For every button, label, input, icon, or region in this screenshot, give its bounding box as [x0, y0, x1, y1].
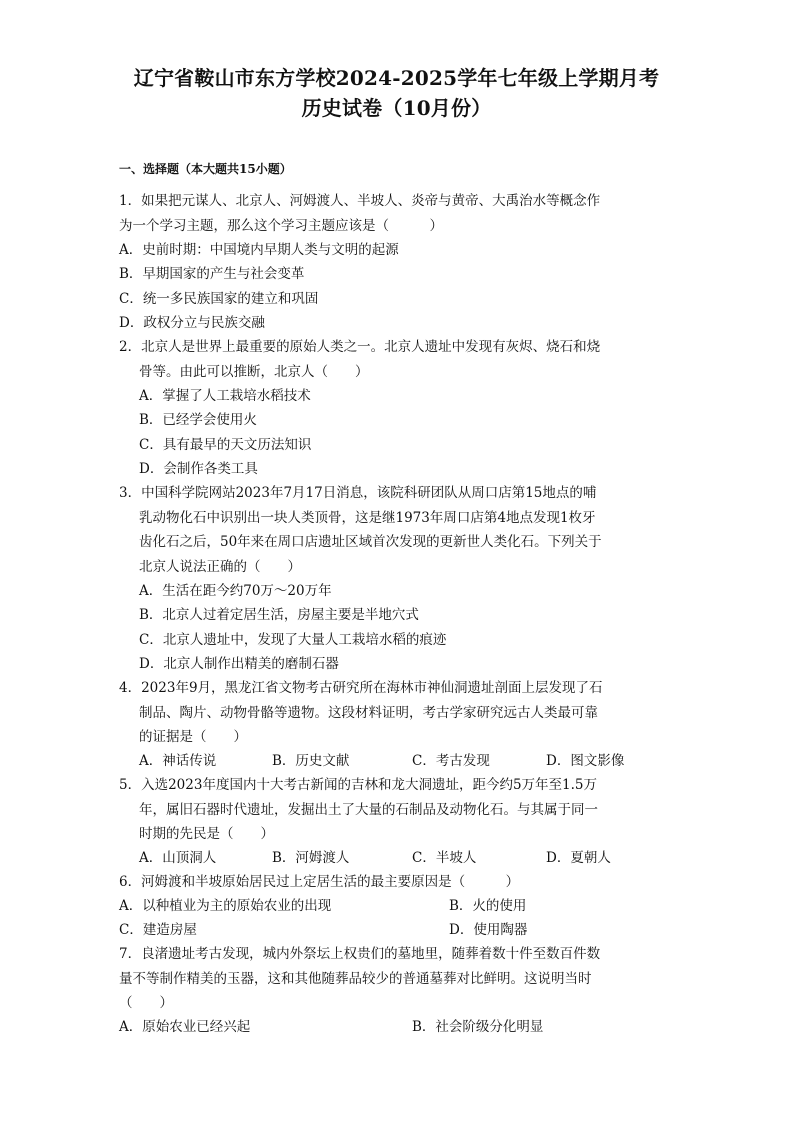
question-stem-line: 量不等制作精美的玉器，这和其他随葬品较少的普通墓葬对比鲜明。这说明当时 [119, 970, 592, 987]
option-d: D．夏朝人 [546, 850, 611, 866]
option-a: A．史前时期：中国境内早期人类与文明的起源 [119, 242, 399, 258]
option-d: D．会制作各类工具 [139, 461, 258, 477]
question-stem-line: 乳动物化石中识别出一块人类顶骨，这是继1973年周口店第4地点发现1枚牙 [139, 509, 596, 526]
question-stem-line: 1．如果把元谋人、北京人、河姆渡人、半坡人、炎帝与黄帝、大禹治水等概念作 [119, 193, 601, 209]
question-2 [119, 335, 679, 384]
question-stem-line: 北京人说法正确的（ ） [139, 558, 301, 575]
option-b: B．已经学会使用火 [139, 412, 257, 428]
question-stem-line: 的证据是（ ） [139, 729, 247, 745]
option-d: D．北京人制作出精美的磨制石器 [139, 656, 339, 672]
question-stem-line: （ ） [119, 995, 173, 1011]
exam-title-line2: 历史试卷（10月份） [301, 96, 492, 120]
option-b: B．北京人过着定居生活，房屋主要是半地穴式 [139, 607, 419, 623]
question-7 [119, 942, 699, 1016]
question-stem-line: 5．入选2023年度国内十大考古新闻的吉林和龙大洞遗址，距今约5万年至1.5万 [119, 777, 598, 793]
option-a: A．神话传说 [139, 753, 217, 769]
question-stem-line: 制品、陶片、动物骨骼等遗物。这段材料证明，考古学家研究远古人类最可靠 [139, 704, 598, 721]
option-b: B．火的使用 [449, 898, 527, 914]
option-a: A．生活在距今约70万～20万年 [139, 583, 332, 599]
option-b: B．历史文献 [272, 753, 350, 769]
question-4 [119, 676, 679, 750]
option-c: C．考古发现 [412, 753, 490, 769]
option-c: C．具有最早的天文历法知识 [139, 437, 312, 453]
option-a: A．山顶洞人 [139, 850, 217, 866]
option-a: A．以种植业为主的原始农业的出现 [119, 898, 332, 914]
question-stem-line: 时期的先民是（ ） [139, 826, 274, 842]
exam-title-line1: 辽宁省鞍山市东方学校2024-2025学年七年级上学期月考 [133, 66, 660, 90]
option-b: B．社会阶级分化明显 [412, 1019, 544, 1035]
question-1 [119, 189, 679, 238]
option-c: C．统一多民族国家的建立和巩固 [119, 291, 319, 307]
option-b: B．河姆渡人 [272, 850, 350, 866]
question-stem-line: 为一个学习主题，那么这个学习主题应该是（ ） [119, 217, 443, 234]
option-c: C．建造房屋 [119, 922, 197, 938]
question-5 [119, 773, 679, 847]
section-heading: 一、选择题（本大题共15小题） [119, 162, 292, 176]
option-a: A．原始农业已经兴起 [119, 1019, 251, 1035]
question-stem-line: 2．北京人是世界上最重要的原始人类之一。北京人遗址中发现有灰烬、烧石和烧 [119, 339, 601, 355]
question-stem-line: 6．河姆渡和半坡原始居民过上定居生活的最主要原因是（ ） [119, 874, 520, 890]
question-6 [119, 870, 679, 895]
question-stem-line: 3．中国科学院网站2023年7月17日消息，该院科研团队从周口店第15地点的哺 [119, 485, 597, 501]
question-stem-line: 年，属旧石器时代遗址，发掘出土了大量的石制品及动物化石。与其属于同一 [139, 801, 598, 818]
question-3 [119, 481, 679, 579]
option-d: D．图文影像 [546, 753, 625, 769]
question-stem-line: 骨等。由此可以推断，北京人（ ） [139, 363, 369, 380]
option-d: D．使用陶器 [449, 922, 528, 938]
option-d: D．政权分立与民族交融 [119, 315, 265, 331]
option-b: B．早期国家的产生与社会变革 [119, 266, 305, 282]
option-a: A．掌握了人工栽培水稻技术 [139, 388, 311, 404]
question-stem-line: 4．2023年9月，黑龙江省文物考古研究所在海林市神仙洞遗址剖面上层发现了石 [119, 680, 603, 696]
option-c: C．北京人遗址中，发现了大量人工栽培水稻的痕迹 [139, 632, 447, 648]
question-stem-line: 7．良渚遗址考古发现，城内外祭坛上权贵们的墓地里，随葬着数十件至数百件数 [119, 946, 601, 962]
question-stem-line: 齿化石之后，50年来在周口店遗址区域首次发现的更新世人类化石。下列关于 [139, 534, 602, 550]
option-c: C．半坡人 [412, 850, 477, 866]
